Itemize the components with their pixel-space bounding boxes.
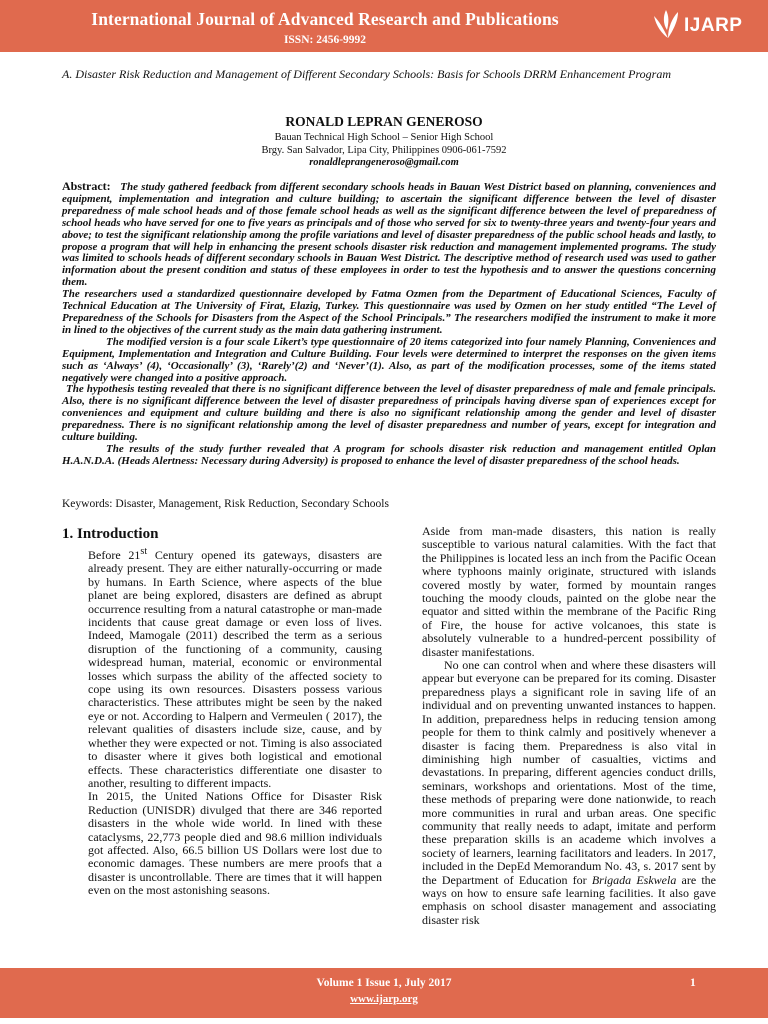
page-number: 1 (690, 977, 696, 989)
abstract-paragraph (62, 181, 716, 289)
issn: ISSN: 2456-9992 (283, 34, 367, 46)
journal-url-link[interactable]: www.ijarp.org (350, 993, 418, 1005)
author-name: RONALD LEPRAN GENEROSO (285, 114, 483, 129)
volume-issue: Volume 1 Issue 1, July 2017 (316, 977, 452, 989)
body-text: No one can control when and where these disasters will appear but everyone can be prepared for its coming. Disaster preparedness plays a significant role in saving life of an individual and on preventing unwanted instances to happen. In addition, preparedness helps in reducing tension among people for them to think calmly and positively whenever a disaster is facing them. Preparedness is also vital in diminishing high number of casualties, victims and devastations. In preparing, different agencies conduct drills, seminars, workshops and orientations. Most of the time, these methods of preparing were done nationwide, to reach more communities in rural and urban areas. One specific community that really needs to adapt, imitate and perform these preparation skills is an academe which involves a society of learners, learning facilitators and leaders. In 2017, included in the DepEd Memorandum No. 43, s. 2017 sent by the Department of Education for (422, 658, 716, 887)
body-paragraph (422, 659, 716, 927)
body-paragraph: Aside from man-made disasters, this nation is really susceptible to various natural calamities. With the fact that the Philippines is located less an inch from the Pacific Ocean where typhoons mainly originate, structured with islands covered mostly by water, formed by mountain ranges touching the moody clouds, painted on the globe near the equator and sitted within the membrane of the Pacific Ring of Fire, the house for active volcanoes, this state is absolutely vulnerable to a hundred-percent possibility of disaster manifestations. (422, 524, 716, 659)
section-heading: 1. Introduction (62, 526, 159, 542)
abstract-paragraph: The hypothesis testing revealed that there is no significant difference between the level of disaster preparedness of male and female principals. Also, there is no significant difference between the level of disaster preparedness of principals having diverse span of experiences except for conveniences and equipment and culture building and there is also no significant relationship among the gender and level of disaster preparedness. There is no significant relationship among the level of disaster preparedness and number of years, except for integration and culture building. (62, 383, 716, 444)
author-address: Brgy. San Salvador, Lipa City, Philippines 0906-061-7592 (261, 145, 507, 156)
body-text: Before 21 (88, 548, 141, 562)
body-paragraph (88, 545, 382, 790)
superscript: st (140, 546, 148, 557)
abstract-paragraph: The modified version is a four scale Likert’s type questionnaire of 20 items categorized into four namely Planning, Conveniences and Equipment, Implementation and Integration and Culture Building. Four levels were determined to interpret the responses on the given items such as ‘Always’ (4), ‘Occasionally’ (3), ‘Rarely’(2) and ‘Never’(1). Also, as part of the modification processes, some of the items stated negatively were changed into a positive approach. (62, 335, 716, 384)
keywords (62, 498, 716, 510)
abstract (62, 181, 716, 468)
emphasis-text: Brigada Eskwela (591, 872, 677, 887)
author-email: ronaldleprangeneroso@gmail.com (309, 157, 459, 168)
journal-footer-band (0, 968, 768, 1018)
abstract-label: Abstract: (62, 179, 111, 193)
logo-text: IJARP (684, 15, 743, 36)
leaf-icon (650, 8, 682, 42)
abstract-paragraph: The results of the study further revealed that A program for schools disaster risk reduction and management entitled Oplan H.A.N.D.A. (Heads Alertness: Necessary during Adversity) is proposed to enhance the level of disaster preparedness of the school heads. (62, 442, 716, 467)
author-affiliation: Bauan Technical High School – Senior High School (274, 132, 494, 143)
body-paragraph: In 2015, the United Nations Office for Disaster Risk Reduction (UNISDR) divulged that there are 346 reported disasters in the whole wide world. In lined with these cataclysms, 22,773 people died and 98.6 million individuals got affected. Also, 66.5 billion US Dollars were lost due to economic damages. These numbers are mere proofs that a disaster is uncontrollable. There are times that it will happen even on the most astonishing seasons. (88, 789, 382, 898)
body-text: Century opened its gateways, disasters are already present. They are either naturally-occurring or made by humans. In Earth Science, where aspects of the blue planet are being explored, disasters are defined as abrupt occurrence resulting from a natural catastrophe or man-made incidents that cause great damage or even loss of lives. Indeed, Mamogale (2011) described the term as a serious disruption of the functioning of a community, causing widespread human, material, economic or environmental losses which surpass the ability of the affected society to cope using its own resources. Disasters possess various characteristics. These attributes might be seen by the naked eye or not. According to Halpern and Vermeulen ( 2017), the relevant qualities of disasters include size, cause, and by whether they were expected or not. Timing is also associated to disaster where it gives both logistical and emotional effects. These characteristics differentiate one disaster to another, resulting to different impacts. (88, 548, 382, 790)
keywords-label: Keywords: (62, 498, 113, 510)
left-column (88, 545, 382, 898)
journal-header-band (0, 0, 768, 52)
keywords-text: Disaster, Management, Risk Reduction, Secondary Schools (115, 498, 389, 510)
journal-title: International Journal of Advanced Research and Publications (91, 9, 559, 29)
right-column (422, 525, 716, 927)
body-text: are the ways on how to ensure safe learning facilities. It also gave emphasis on school disaster management and associating disaster risk (422, 872, 716, 927)
paper-title: A. Disaster Risk Reduction and Management of Different Secondary Schools: Basis for Schools DRRM Enhancement Program (62, 67, 672, 81)
journal-logo (650, 8, 760, 44)
abstract-paragraph: The researchers used a standardized questionnaire developed by Fatma Ozmen from the Department of Educational Sciences, Faculty of Technical Education at The University of Firat, Elazig, Turkey. This questionnaire was used by Ozmen on her study entitled “The Level of Preparedness of the Schools for Disasters from the Aspect of the School Principals.” The researchers modified the instrument to make it more in lined to the objectives of the current study as the main data gathering instrument. (62, 288, 716, 336)
abstract-text: The study gathered feedback from different secondary schools heads in Bauan West District based on planning, conveniences and equipment, implementation and integration and culture building; to ascertain the significant difference between the level of disaster preparedness of male school heads and of those female school heads as well as the significant difference between the level of preparedness of school heads who have served for one to five years as principals and of those who served for six to twenty-three years and twenty-four years and above; to test the significant relationship among the profile variations and level of disaster preparedness of the public school heads and lastly, to propose a program that will help in enhancing the present schools disaster risk reduction and management implemented programs. The study was limited to schools heads of different secondary schools in Bauan West District. The descriptive method of research used was used to gather information about the present condition and status of these employees in order to test the hypothesis and to answer the questions concerning them. (62, 181, 717, 289)
